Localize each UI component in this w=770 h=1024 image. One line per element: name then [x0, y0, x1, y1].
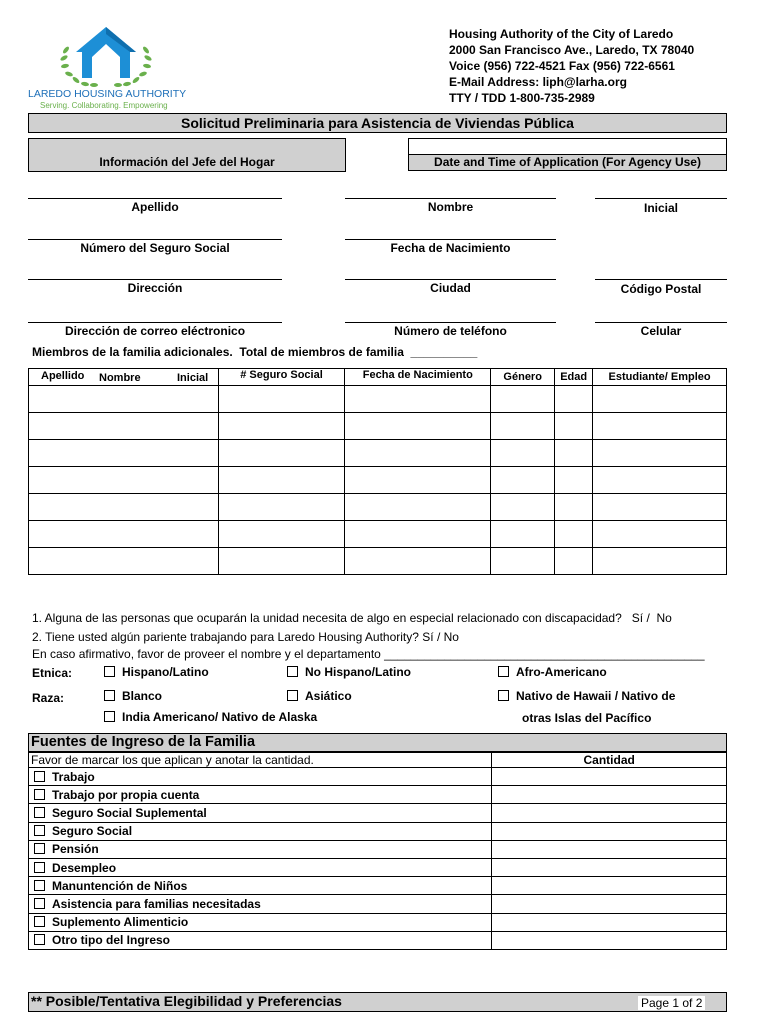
apellido-label: Apellido [131, 200, 179, 214]
table-cell[interactable] [555, 494, 593, 521]
income-header-row [29, 753, 727, 768]
table-cell[interactable] [218, 521, 345, 548]
members-count-line: Miembros de la familia adicionales. Total de miembros de familia __________ [32, 345, 478, 359]
col-header-nombre: Nombre [99, 372, 141, 384]
ethnicity-label: Etnica: [32, 666, 73, 680]
direccion-field[interactable] [28, 279, 282, 280]
codigo-postal-label: Código Postal [620, 282, 702, 296]
checkbox-icon[interactable] [34, 825, 45, 836]
contact-line: Housing Authority of the City of Laredo [449, 27, 674, 41]
checkbox-icon[interactable] [34, 880, 45, 891]
contact-line: E-Mail Address: liph@larha.org [449, 75, 627, 89]
checkbox-icon[interactable] [34, 843, 45, 854]
income-label: Asistencia para familias necesitadas [52, 896, 261, 911]
table-cell[interactable] [593, 521, 727, 548]
page-number: Page 1 of 2 [638, 996, 705, 1010]
race-option-asiatico[interactable] [287, 689, 352, 703]
income-row [29, 931, 727, 949]
nombre-field[interactable] [345, 198, 556, 199]
table-cell[interactable] [555, 386, 593, 413]
table-cell[interactable] [218, 440, 345, 467]
option-label: Blanco [122, 689, 163, 703]
question-relative-followup: En caso afirmativo, favor de proveer el nombre y el departamento ________________________________________________ [32, 647, 705, 661]
household-members-table [28, 368, 727, 575]
celular-field[interactable] [595, 322, 727, 323]
ethnicity-option-no-hispano[interactable] [287, 665, 411, 679]
income-label: Desempleo [52, 860, 117, 875]
race-option-hawaii-continued: otras Islas del Pacífico [522, 711, 652, 725]
table-cell[interactable] [593, 467, 727, 494]
telefono-field[interactable] [345, 322, 556, 323]
income-label: Trabajo por propia cuenta [52, 787, 200, 802]
table-cell[interactable] [29, 467, 219, 494]
income-item-pension[interactable] [29, 840, 492, 858]
income-row [29, 786, 727, 804]
table-cell[interactable] [593, 548, 727, 575]
agency-use-box[interactable] [408, 138, 727, 172]
table-row [29, 440, 727, 467]
table-cell[interactable] [345, 548, 491, 575]
table-cell[interactable] [345, 386, 491, 413]
celular-label: Celular [640, 324, 682, 338]
table-row [29, 386, 727, 413]
income-item-otro[interactable] [29, 931, 492, 949]
contact-line: 2000 San Francisco Ave., Laredo, TX 78040 [449, 43, 695, 57]
col-header-names [29, 369, 219, 386]
contact-line: Voice (956) 722-4521 Fax (956) 722-6561 [449, 59, 675, 73]
income-amount-cell[interactable] [492, 931, 727, 949]
table-cell[interactable] [218, 467, 345, 494]
agency-use-field[interactable] [408, 138, 727, 155]
table-row [29, 413, 727, 440]
inicial-field[interactable] [595, 198, 727, 199]
ciudad-field[interactable] [345, 279, 556, 280]
table-cell[interactable] [218, 494, 345, 521]
table-cell[interactable] [593, 413, 727, 440]
income-instructions: Favor de marcar los que aplican y anotar la cantidad. [29, 753, 492, 768]
table-cell[interactable] [29, 548, 219, 575]
income-amount-cell[interactable] [492, 877, 727, 895]
table-row [29, 467, 727, 494]
table-row [29, 521, 727, 548]
table-cell[interactable] [555, 440, 593, 467]
ciudad-label: Ciudad [430, 281, 471, 295]
col-header-inicial: Inicial [177, 372, 209, 384]
inicial-label: Inicial [643, 201, 678, 215]
table-cell[interactable] [593, 440, 727, 467]
checkbox-icon[interactable] [34, 862, 45, 873]
checkbox-icon[interactable] [498, 690, 509, 701]
email-field[interactable] [28, 322, 282, 323]
agency-use-label-bar [408, 154, 727, 171]
question-disability: 1. Alguna de las personas que ocuparán la unidad necesita de algo en especial relacionado con discapacidad? Sí / No [32, 611, 672, 625]
table-cell[interactable] [555, 548, 593, 575]
race-option-blanco[interactable] [104, 689, 162, 703]
income-item-propia-cuenta[interactable] [29, 786, 492, 804]
income-row [29, 768, 727, 786]
income-row [29, 877, 727, 895]
nombre-label: Nombre [427, 200, 474, 214]
question-relative: 2. Tiene usted algún pariente trabajando para Laredo Housing Authority? Sí / No [32, 630, 459, 644]
table-cell[interactable] [491, 467, 555, 494]
income-amount-cell[interactable] [492, 895, 727, 913]
codigo-postal-field[interactable] [595, 279, 727, 280]
income-sources-table [28, 752, 727, 950]
checkbox-icon[interactable] [34, 807, 45, 818]
checkbox-icon[interactable] [34, 771, 45, 782]
table-cell[interactable] [491, 548, 555, 575]
dob-field[interactable] [345, 239, 556, 240]
income-label: Seguro Social Suplemental [52, 805, 207, 820]
table-cell[interactable] [29, 413, 219, 440]
table-header-row [29, 369, 727, 386]
option-label: Asiático [305, 689, 352, 703]
income-row [29, 895, 727, 913]
income-amount-cell[interactable] [492, 840, 727, 858]
income-amount-header: Cantidad [492, 753, 727, 768]
col-header-dob: Fecha de Nacimiento [345, 369, 491, 386]
income-row [29, 822, 727, 840]
table-cell[interactable] [555, 413, 593, 440]
head-of-household-label: Información del Jefe del Hogar [99, 155, 275, 169]
direccion-label: Dirección [127, 281, 183, 295]
table-cell[interactable] [29, 521, 219, 548]
ssn-label: Número del Seguro Social [80, 241, 230, 255]
income-item-suplemento[interactable] [29, 913, 492, 931]
table-cell[interactable] [593, 494, 727, 521]
checkbox-icon[interactable] [104, 666, 115, 677]
table-cell[interactable] [345, 521, 491, 548]
house-logo-icon [28, 22, 188, 88]
checkbox-icon[interactable] [34, 934, 45, 945]
income-row [29, 913, 727, 931]
eligibility-title: ** Posible/Tentativa Elegibilidad y Preferencias [31, 993, 342, 1009]
income-item-asistencia[interactable] [29, 895, 492, 913]
income-row [29, 840, 727, 858]
table-row [29, 548, 727, 575]
table-cell[interactable] [491, 494, 555, 521]
table-cell[interactable] [491, 386, 555, 413]
telefono-label: Número de teléfono [394, 324, 507, 338]
table-cell[interactable] [593, 386, 727, 413]
income-row [29, 804, 727, 822]
option-label: Hispano/Latino [122, 665, 209, 679]
table-cell[interactable] [218, 413, 345, 440]
option-label: Nativo de Hawaii / Nativo de [516, 689, 676, 703]
dob-label: Fecha de Nacimiento [390, 241, 511, 255]
income-item-ssi[interactable] [29, 804, 492, 822]
table-row [29, 494, 727, 521]
income-amount-cell[interactable] [492, 804, 727, 822]
checkbox-icon[interactable] [34, 898, 45, 909]
income-label: Suplemento Alimenticio [52, 915, 189, 930]
email-label: Dirección de correo eléctronico [64, 324, 246, 338]
income-item-trabajo[interactable] [29, 768, 492, 786]
checkbox-icon[interactable] [498, 666, 509, 677]
table-cell[interactable] [345, 494, 491, 521]
checkbox-icon[interactable] [287, 690, 298, 701]
table-cell[interactable] [345, 413, 491, 440]
option-label: Afro-Americano [516, 665, 607, 679]
income-amount-cell[interactable] [492, 822, 727, 840]
apellido-field[interactable] [28, 198, 282, 199]
option-label: No Hispano/Latino [305, 665, 411, 679]
income-amount-cell[interactable] [492, 786, 727, 804]
income-amount-cell[interactable] [492, 768, 727, 786]
table-cell[interactable] [491, 413, 555, 440]
checkbox-icon[interactable] [34, 789, 45, 800]
agency-use-label: Date and Time of Application (For Agency Use) [434, 155, 701, 169]
option-label: India Americano/ Nativo de Alaska [122, 710, 318, 724]
checkbox-icon[interactable] [287, 666, 298, 677]
col-header-apellido: Apellido [41, 370, 85, 382]
income-label: Otro tipo del Ingreso [52, 933, 171, 948]
checkbox-icon[interactable] [104, 711, 115, 722]
table-cell[interactable] [29, 386, 219, 413]
income-amount-cell[interactable] [492, 913, 727, 931]
table-cell[interactable] [491, 521, 555, 548]
eligibility-bar [28, 992, 727, 1012]
income-item-manutencion[interactable] [29, 877, 492, 895]
col-header-edad: Edad [555, 369, 593, 386]
income-title-bar [28, 733, 727, 752]
income-item-desempleo[interactable] [29, 858, 492, 876]
income-row [29, 858, 727, 876]
checkbox-icon[interactable] [34, 916, 45, 927]
table-cell[interactable] [29, 494, 219, 521]
table-cell[interactable] [555, 521, 593, 548]
form-title-bar [28, 113, 727, 133]
income-item-seguro-social[interactable] [29, 822, 492, 840]
income-label: Seguro Social [52, 824, 133, 839]
ethnicity-option-afro[interactable] [498, 665, 607, 679]
race-option-hawaii[interactable] [498, 689, 675, 703]
col-header-empleo: Estudiante/ Empleo [593, 369, 727, 386]
table-cell[interactable] [29, 440, 219, 467]
checkbox-icon[interactable] [104, 690, 115, 701]
head-of-household-box [28, 138, 346, 172]
agency-contact [449, 26, 694, 106]
table-cell[interactable] [345, 467, 491, 494]
col-header-ssn: # Seguro Social [218, 369, 345, 386]
logo-name: LAREDO HOUSING AUTHORITY [28, 88, 187, 100]
income-label: Trabajo [52, 769, 95, 784]
form-title: Solicitud Preliminaria para Asistencia de Viviendas Pública [181, 115, 574, 131]
table-cell[interactable] [555, 467, 593, 494]
income-title: Fuentes de Ingreso de la Familia [31, 734, 256, 750]
ethnicity-option-hispano[interactable] [104, 665, 209, 679]
logo-tagline: Serving. Collaborating. Empowering [40, 101, 168, 110]
logo [28, 22, 188, 112]
col-header-genero: Género [491, 369, 555, 386]
income-label: Pensión [52, 842, 99, 857]
contact-line: TTY / TDD 1-800-735-2989 [449, 91, 595, 105]
table-cell[interactable] [218, 548, 345, 575]
table-cell[interactable] [491, 440, 555, 467]
table-cell[interactable] [345, 440, 491, 467]
race-option-india-americano[interactable] [104, 710, 317, 724]
income-amount-cell[interactable] [492, 858, 727, 876]
table-cell[interactable] [218, 386, 345, 413]
race-label: Raza: [32, 691, 65, 705]
ssn-field[interactable] [28, 239, 282, 240]
income-label: Manuntención de Niños [52, 878, 188, 893]
